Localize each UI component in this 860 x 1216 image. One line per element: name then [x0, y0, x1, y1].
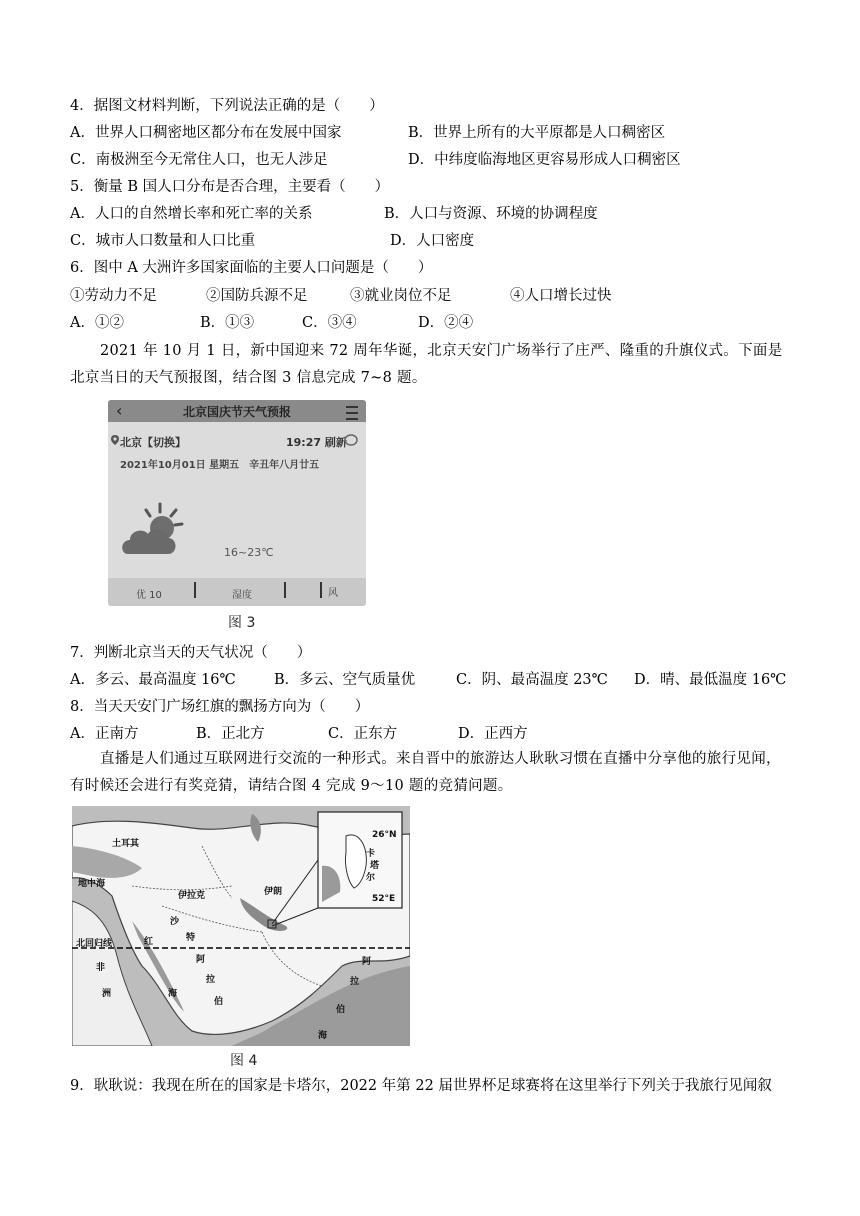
- label-qatar-3: 尔: [366, 873, 376, 883]
- label-red-sea-1: 红: [144, 937, 154, 947]
- q5-stem: 5．衡量 B 国人口分布是否合理，主要看（ ）: [70, 179, 390, 195]
- menu-icon: [346, 406, 358, 420]
- q8-option-a: A．正南方: [70, 726, 139, 742]
- q7-option-c: C．阴、最高温度 23℃: [456, 672, 608, 688]
- q8-option-c: C．正东方: [328, 726, 398, 742]
- q6-item-2: ②国防兵源不足: [206, 288, 308, 304]
- label-iran: 伊朗: [264, 887, 283, 897]
- q8-option-b: B．正北方: [196, 726, 265, 742]
- passage-livestream: 直播是人们通过互联网进行交流的一种形式。来自晋中的旅游达人耿耿习惯在直播中分享他的旅行见闻，有时候还会进行有奖竞猜，请结合图 4 完成 9～10 题的竞猜问题。: [70, 751, 781, 794]
- divider: [320, 582, 322, 598]
- q4-option-a: A．世界人口稠密地区都分布在发展中国家: [70, 125, 342, 141]
- q7-option-a: A．多云、最高温度 16℃: [70, 672, 236, 688]
- q6-option-d: D．②④: [418, 315, 474, 331]
- divider: [194, 582, 196, 598]
- q9-stem: 9．耿耿说：我现在所在的国家是卡塔尔，2022 年第 22 届世界杯足球赛将在这里举行下列关于我旅行见闻叙: [70, 1078, 772, 1094]
- figure-3-caption: 图 3: [228, 615, 256, 631]
- label-turkey: 土耳其: [112, 839, 140, 849]
- label-latitude: 26°N: [372, 830, 397, 840]
- q5-option-d: D．人口密度: [390, 233, 475, 249]
- humidity-label: 湿度: [232, 590, 252, 601]
- q6-stem: 6．图中 A 大洲许多国家面临的主要人口问题是（ ）: [70, 260, 433, 276]
- q4-option-b: B．世界上所有的大平原都是人口稠密区: [408, 125, 666, 141]
- label-iraq: 伊拉克: [178, 891, 206, 901]
- q5-option-c: C．城市人口数量和人口比重: [70, 233, 256, 249]
- label-tropic-of-cancer: 北回归线: [76, 939, 113, 949]
- q6-item-4: ④人口增长过快: [510, 288, 612, 304]
- q5-option-b: B．人口与资源、环境的协调程度: [384, 206, 598, 222]
- label-mediterranean: 地中海: [78, 879, 106, 889]
- q6-option-a: A．①②: [70, 315, 124, 331]
- label-arabian-sea-3: 伯: [336, 1005, 346, 1015]
- label-saudi-1: 沙: [170, 917, 180, 927]
- q6-option-b: B．①③: [200, 315, 255, 331]
- location-pin-icon: [110, 434, 120, 446]
- weather-app-screen: [108, 400, 366, 606]
- q6-item-1: ①劳动力不足: [70, 288, 157, 304]
- weather-city: 北京【切换】: [120, 436, 186, 449]
- label-red-sea-2: 海: [168, 989, 178, 999]
- label-arabian-sea-4: 海: [318, 1031, 328, 1041]
- q4-stem: 4．据图文材料判断，下列说法正确的是（ ）: [70, 98, 384, 114]
- sun-cloud-weather-icon: [118, 500, 198, 564]
- label-arabian-sea-1: 阿: [362, 957, 372, 967]
- q4-option-d: D．中纬度临海地区更容易形成人口稠密区: [408, 152, 681, 168]
- passage-flag-ceremony: 2021 年 10 月 1 日，新中国迎来 72 周年华诞，北京天安门广场举行了庄严、隆重的升旗仪式。下面是北京当日的天气预报图，结合图 3 信息完成 7~8 题。: [70, 343, 783, 386]
- temperature-range: 16~23℃: [224, 546, 274, 559]
- figure-3-weather-forecast: [108, 400, 368, 635]
- divider: [284, 582, 286, 598]
- q6-option-c: C．③④: [302, 315, 357, 331]
- wind-label: 风: [328, 588, 338, 599]
- back-arrow-icon: ‹: [116, 401, 123, 420]
- refresh-icon: [344, 434, 358, 446]
- weather-date: 2021年10月01日 星期五 辛丑年八月廿五: [120, 460, 320, 471]
- figure-4-middle-east-map: [72, 806, 412, 1071]
- figure-4-caption: 图 4: [230, 1053, 258, 1069]
- q5-option-a: A．人口的自然增长率和死亡率的关系: [70, 206, 313, 222]
- q8-stem: 8．当天天安门广场红旗的飘扬方向为（ ）: [70, 699, 370, 715]
- label-saudi-5: 伯: [214, 997, 224, 1007]
- q7-option-d: D．晴、最低温度 16℃: [634, 672, 787, 688]
- label-qatar-1: 卡: [366, 849, 376, 859]
- label-saudi-4: 拉: [206, 975, 216, 985]
- q7-stem: 7．判断北京当天的天气状况（ ）: [70, 645, 312, 661]
- q7-option-b: B．多云、空气质量优: [274, 672, 416, 688]
- label-saudi-2: 特: [186, 933, 196, 943]
- q8-option-d: D．正西方: [458, 726, 528, 742]
- weather-app-title: 北京国庆节天气预报: [182, 405, 291, 419]
- label-qatar-2: 塔: [370, 861, 380, 871]
- label-africa-2: 洲: [102, 989, 112, 999]
- label-longitude: 52°E: [372, 894, 396, 904]
- label-arabian-sea-2: 拉: [350, 977, 360, 987]
- label-saudi-3: 阿: [196, 955, 206, 965]
- label-africa-1: 非: [96, 963, 106, 973]
- q4-option-c: C．南极洲至今无常住人口，也无人涉足: [70, 152, 328, 168]
- q6-item-3: ③就业岗位不足: [350, 288, 452, 304]
- air-quality-value: 优 10: [136, 590, 162, 601]
- weather-update-time: 19:27 刷新: [286, 436, 347, 449]
